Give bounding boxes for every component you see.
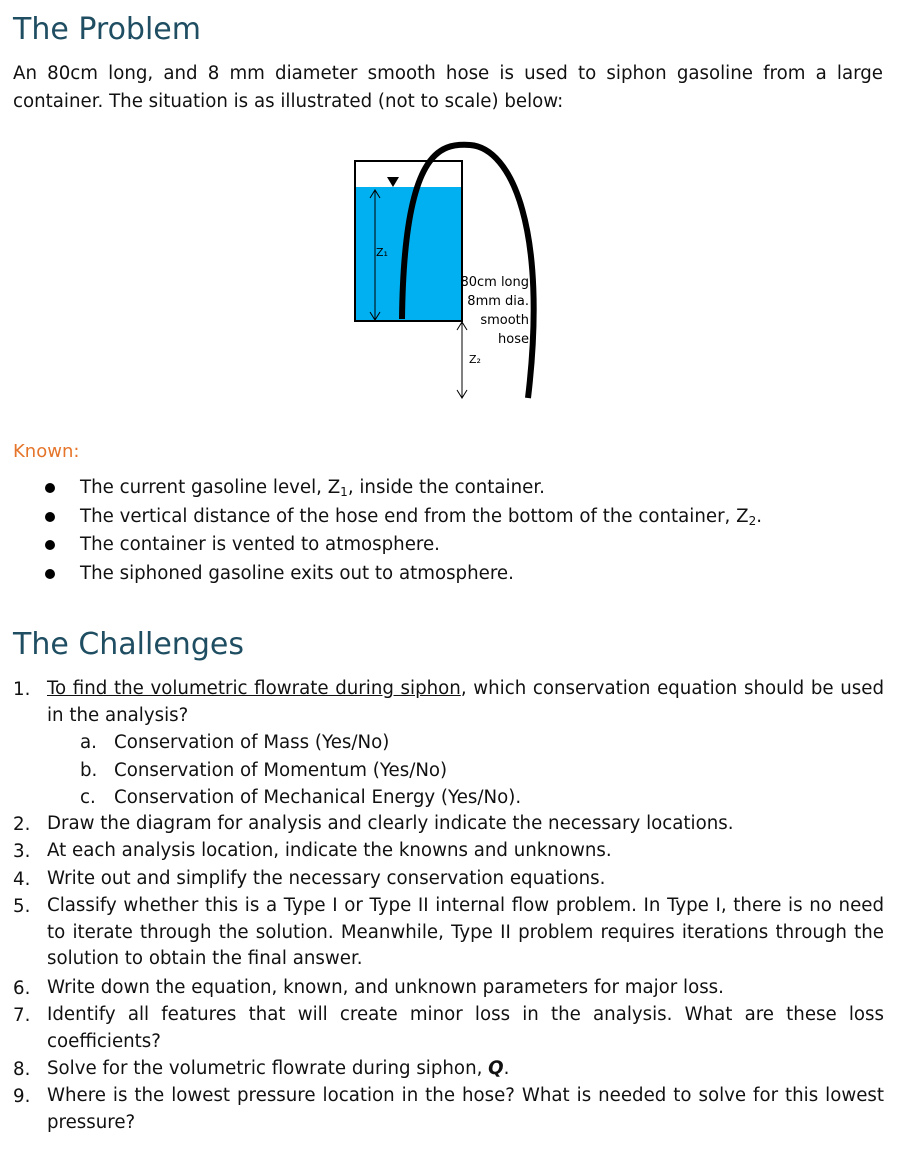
known-item: The vertical distance of the hose end from the bottom of the container, $Z_2$.	[0, 503, 918, 531]
gasoline-liquid	[356, 187, 461, 320]
hose-label-line-3: smooth	[480, 313, 529, 328]
bullet-icon	[45, 569, 55, 579]
known-item: The siphoned gasoline exits out to atmosphere.	[0, 560, 918, 588]
problem-heading: The Problem	[13, 12, 201, 47]
known-item: The current gasoline level, $Z_1$, inside the container.	[0, 474, 918, 502]
challenge-item-8: 8. Solve for the volumetric flowrate during siphon, Q.	[13, 1058, 510, 1080]
challenges-heading: The Challenges	[13, 627, 244, 662]
challenge-subitem-a: a. Conservation of Mass (Yes/No)	[80, 732, 390, 753]
challenge-subitem-b: b. Conservation of Momentum (Yes/No)	[80, 760, 448, 781]
hose-label-line-4: hose	[498, 332, 529, 347]
bullet-icon	[45, 540, 55, 550]
challenge-item-3: 3. At each analysis location, indicate the knowns and unknowns.	[13, 840, 612, 862]
hose-label	[460, 275, 529, 347]
siphon-diagram	[0, 0, 918, 420]
challenge-item-7: 7. Identify all features that will create minor loss in the analysis. What are these loss coefficients?	[13, 1004, 884, 1052]
z2-label: Z₂	[469, 353, 481, 366]
challenge-item-2: 2. Draw the diagram for analysis and clearly indicate the necessary locations.	[13, 813, 734, 835]
challenge-item-6: 6. Write down the equation, known, and unknown parameters for major loss.	[13, 977, 724, 999]
challenge-subitem-c: c. Conservation of Mechanical Energy (Yes/No).	[80, 787, 522, 808]
z2-arrow	[457, 322, 467, 398]
bullet-icon	[45, 483, 55, 493]
bullet-icon	[45, 512, 55, 522]
problem-intro: An 80cm long, and 8 mm diameter smooth hose is used to siphon gasoline from a large container. The situation is as illustrated (not to scale) below:	[13, 63, 883, 112]
hose-label-line-1: 80cm long	[460, 275, 529, 290]
challenge-item-4: 4. Write out and simplify the necessary conservation equations.	[13, 868, 606, 890]
challenge-item-5: 5. Classify whether this is a Type I or Type II internal flow problem. In Type I, there is no need to iterate through the solution. Meanwhile, Type II problem requires iterations through the solution to obtain the final answer.	[13, 895, 884, 969]
known-heading: Known:	[13, 441, 80, 462]
hose-label-line-2: 8mm dia.	[467, 294, 529, 309]
challenge-item-1: 1. To find the volumetric flowrate during siphon, which conservation equation should be used in the analysis?	[13, 678, 885, 726]
z1-label: Z₁	[376, 246, 388, 259]
challenge-item-9: 9. Where is the lowest pressure location in the hose? What is needed to solve for this lowest pressure?	[13, 1085, 884, 1133]
known-item: The container is vented to atmosphere.	[0, 531, 918, 559]
